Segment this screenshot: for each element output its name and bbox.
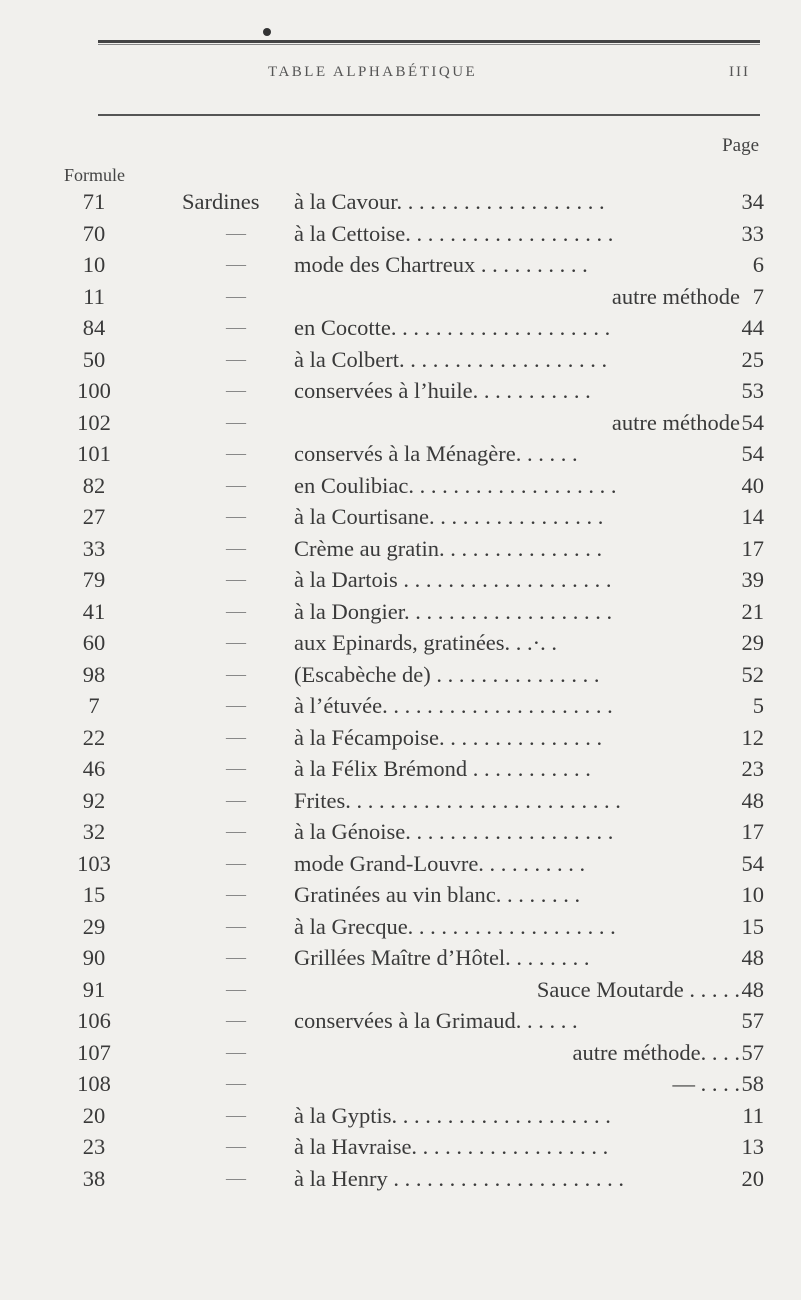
ditto-dash: — [226,757,246,779]
entry-name: à la Colbert. . . . . . . . . . . . . . . . . . . [294,346,608,372]
page-reference: 40 [741,472,764,498]
ditto-dash: — [226,851,246,874]
formule-number: 15 [82,882,106,907]
page-reference: 52 [741,661,764,687]
formule-number: 108 [77,1071,111,1096]
ditto-dash: — [226,631,246,653]
index-row [64,1005,764,1037]
entry-name: — . . . . [672,1071,740,1096]
page-reference: 58 [741,1071,764,1096]
entry-name: conservées à la Grimaud. . . . . . [294,1008,578,1033]
formule-number: 101 [77,441,111,466]
index-row [64,722,764,754]
formule-number: 70 [82,220,106,246]
ditto-dash: — [226,253,246,275]
index-row [64,344,764,376]
entry-name: à la Génoise. . . . . . . . . . . . . . . . . . . [294,819,614,844]
page-reference: 53 [741,378,764,403]
formule-number: 98 [82,661,106,687]
index-row [64,690,764,722]
page-reference: 5 [752,693,764,718]
page-reference: 25 [741,346,764,372]
index-entries [64,186,764,1194]
entry-name: à la Courtisane. . . . . . . . . . . . . . . . [294,504,604,529]
formule-number: 7 [88,693,100,718]
formule-number: 103 [77,850,111,876]
entry-name: (Escabèche de) . . . . . . . . . . . . . . . [294,661,600,687]
top-rule-thin [98,44,760,45]
entry-name: à la Félix Brémond . . . . . . . . . . . [294,756,591,781]
index-row [64,627,764,659]
formule-number: 90 [82,945,106,970]
formule-number: 50 [82,346,106,372]
page-reference: 54 [741,441,764,466]
page-reference: 10 [741,882,764,907]
page-reference: 6 [752,252,764,277]
ditto-dash: — [226,1040,246,1063]
entry-name: Crème au gratin. . . . . . . . . . . . . . . [294,535,603,561]
index-row [64,911,764,943]
ditto-dash: — [226,473,246,496]
ditto-dash: — [226,1135,246,1157]
ditto-dash: — [226,347,246,370]
entry-name: conservées à l’huile. . . . . . . . . . . [294,378,591,403]
ditto-dash: — [226,788,246,811]
formule-number: 102 [77,409,111,435]
ditto-dash: — [226,1072,246,1094]
entry-name: à la Cettoise. . . . . . . . . . . . . . . . . . . [294,220,614,246]
page-reference: 23 [741,756,764,781]
index-row [64,848,764,880]
formule-number: 22 [82,724,106,750]
ditto-dash: — [226,568,246,590]
page-reference: 17 [741,819,764,844]
page-reference: 7 [752,283,764,309]
page-reference: 48 [741,976,764,1002]
page-reference: 17 [741,535,764,561]
page-reference: 21 [741,598,764,624]
index-row [64,501,764,533]
entry-name: en Cocotte. . . . . . . . . . . . . . . . . . . . [294,315,611,340]
ditto-dash: — [226,1009,246,1031]
page-reference: 57 [741,1008,764,1033]
index-row [64,785,764,817]
ditto-dash: — [226,914,246,937]
entry-name: autre méthode. . . . [572,1039,740,1065]
formule-number: 71 [82,189,106,214]
formule-number: 106 [77,1008,111,1033]
header-title: TABLE ALPHABÉTIQUE [268,64,478,80]
page-reference: 34 [741,189,764,214]
formule-number: 11 [83,283,105,309]
ditto-dash: — [226,662,246,685]
entry-name: Sauce Moutarde . . . . . [536,976,740,1002]
formule-number: 23 [82,1134,106,1159]
formule-number: 79 [82,567,106,592]
formule-number: 32 [82,819,106,844]
index-row [64,659,764,691]
ditto-dash: — [226,1166,246,1189]
index-row [64,1037,764,1069]
ditto-dash: — [226,694,246,716]
formule-number: 60 [82,630,106,655]
ditto-dash: — [226,725,246,748]
formule-number: 100 [77,378,111,403]
entry-name: conservés à la Ménagère. . . . . . [294,441,578,466]
entry-name: à la Dongier. . . . . . . . . . . . . . . . . . . [294,598,613,624]
column-heading-formule: Formule [64,165,125,185]
ditto-dash: — [226,820,246,842]
ditto-dash: — [226,379,246,401]
ditto-dash: — [226,599,246,622]
entry-name: à la Gyptis. . . . . . . . . . . . . . . . . . . . [294,1102,611,1128]
formule-number: 38 [82,1165,106,1191]
lead-word: Sardines [182,189,260,214]
page-reference: 33 [741,220,764,246]
index-row [64,281,764,313]
ditto-dash: — [226,284,246,307]
running-header [98,64,760,90]
formule-number: 46 [82,756,106,781]
entry-name: en Coulibiac. . . . . . . . . . . . . . . . . . . [294,472,617,498]
entry-name: à l’étuvée. . . . . . . . . . . . . . . . . . . . . [294,693,613,718]
entry-name: à la Havraise. . . . . . . . . . . . . . . . . . [294,1134,609,1159]
page-reference: 13 [741,1134,764,1159]
ditto-dash: — [226,221,246,244]
entry-name: à la Grecque. . . . . . . . . . . . . . . . . . . [294,913,616,939]
index-row [64,1131,764,1163]
page-reference: 48 [741,787,764,813]
ditto-dash: — [226,316,246,338]
formule-number: 27 [82,504,106,529]
ditto-dash: — [226,883,246,905]
ditto-dash: — [226,505,246,527]
ditto-dash: — [226,946,246,968]
index-row [64,533,764,565]
column-heading-page: Page [722,135,759,156]
formule-number: 84 [82,315,106,340]
formule-number: 10 [82,252,106,277]
formule-number: 92 [82,787,106,813]
formule-number: 33 [82,535,106,561]
formule-number: 107 [77,1039,111,1065]
entry-name: à la Dartois . . . . . . . . . . . . . . . . . . . [294,567,612,592]
index-row [64,407,764,439]
entry-name: mode Grand-Louvre. . . . . . . . . . [294,850,586,876]
index-row [64,186,764,218]
index-row [64,218,764,250]
index-row [64,879,764,911]
formule-number: 20 [82,1102,106,1128]
header-rule [98,114,760,116]
entry-name: mode des Chartreux . . . . . . . . . . [294,252,588,277]
page-reference: 29 [741,630,764,655]
page-reference: 12 [741,724,764,750]
page-reference: 54 [741,850,764,876]
index-row [64,816,764,848]
page-reference: 48 [741,945,764,970]
page-reference: 44 [741,315,764,340]
index-row [64,1100,764,1132]
page-reference: 14 [741,504,764,529]
entry-name: aux Epinards, gratinées. . .·. . [294,630,558,655]
index-row [64,375,764,407]
ink-dot [263,28,271,36]
entry-name: Gratinées au vin blanc. . . . . . . . [294,882,581,907]
index-row [64,438,764,470]
ditto-dash: — [226,536,246,559]
page-reference: 20 [741,1165,764,1191]
formule-number: 29 [82,913,106,939]
formule-number: 82 [82,472,106,498]
ditto-dash: — [226,410,246,433]
ditto-dash: — [226,977,246,1000]
index-row [64,249,764,281]
index-row [64,753,764,785]
page-reference: 15 [741,913,764,939]
page-reference: 11 [742,1102,764,1128]
top-rule [98,40,760,43]
entry-name: à la Henry . . . . . . . . . . . . . . . . . . . . . [294,1165,624,1191]
ditto-dash: — [226,1103,246,1126]
entry-name: Grillées Maître d’Hôtel. . . . . . . . [294,945,590,970]
index-row [64,1163,764,1195]
entry-name: à la Cavour. . . . . . . . . . . . . . . . . . . [294,189,605,214]
index-row [64,312,764,344]
index-row [64,470,764,502]
page-number: III [729,64,750,80]
index-row [64,596,764,628]
page-reference: 54 [741,409,764,435]
entry-name: Frites. . . . . . . . . . . . . . . . . . . . . . . . . [294,787,621,813]
entry-name: autre méthode [611,283,740,309]
page-reference: 39 [741,567,764,592]
formule-number: 91 [82,976,106,1002]
entry-name: à la Fécampoise. . . . . . . . . . . . . . . [294,724,603,750]
index-row [64,942,764,974]
index-row [64,1068,764,1100]
page-reference: 57 [741,1039,764,1065]
entry-name: autre méthode [611,409,740,435]
formule-number: 41 [82,598,106,624]
index-row [64,974,764,1006]
index-row [64,564,764,596]
ditto-dash: — [226,442,246,464]
